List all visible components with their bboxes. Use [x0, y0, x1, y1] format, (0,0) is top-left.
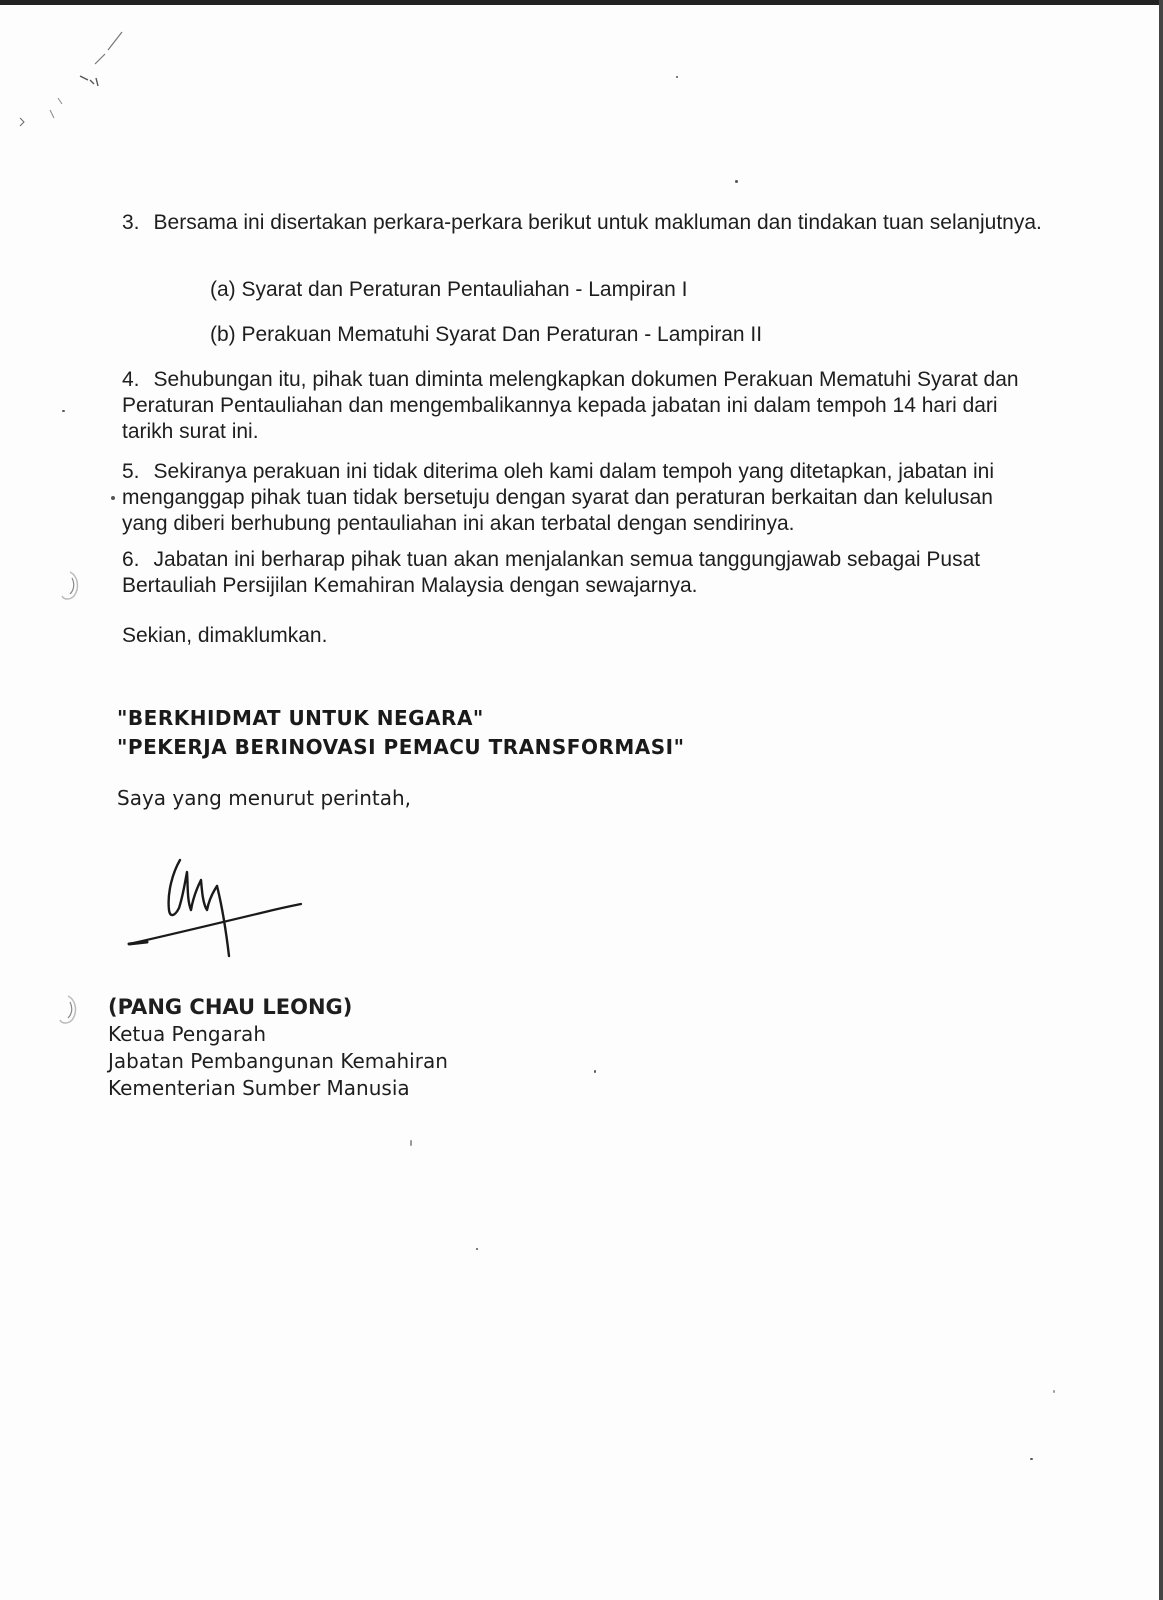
motto-line-1: "BERKHIDMAT UNTUK NEGARA"	[117, 706, 484, 730]
paragraph-text: Sekiranya perakuan ini tidak diterima oleh kami dalam tempoh yang ditetapkan, jabatan ini menganggap pihak tuan tidak bersetuju dengan syarat dan peraturan berkaitan dan kelulusan yang diberi berhubung pentauliahan ini akan terbatal dengan sendirinya.	[122, 460, 995, 535]
paragraph-text: Jabatan ini berharap pihak tuan akan menjalankan semua tanggungjawab sebagai Pusat Bertauliah Persijilan Kemahiran Malaysia dengan sewajarnya.	[122, 548, 981, 597]
scan-speck	[594, 1070, 596, 1073]
scan-edge-top	[0, 0, 1163, 5]
scan-speck	[476, 1248, 478, 1250]
enclosure-b: (b) Perakuan Mematuhi Syarat Dan Peraturan - Lampiran II	[210, 323, 763, 346]
scan-edge-right	[1159, 0, 1163, 1600]
paragraph-3	[122, 210, 1042, 236]
paragraph-number: 3.	[122, 211, 140, 234]
scan-speck	[676, 76, 678, 78]
scan-speck	[735, 180, 738, 183]
signoff-line: Saya yang menurut perintah,	[117, 786, 412, 810]
paragraph-number: 4.	[122, 368, 140, 391]
paragraph-number: 6.	[122, 548, 140, 571]
motto-line-2: "PEKERJA BERINOVASI PEMACU TRANSFORMASI"	[117, 735, 685, 759]
scan-speck	[111, 496, 115, 500]
punch-hole-icon	[52, 568, 82, 602]
scan-marks-icon	[10, 20, 140, 140]
punch-hole-icon	[50, 992, 80, 1026]
signer-name: (PANG CHAU LEONG)	[108, 995, 353, 1019]
paragraph-6	[122, 547, 1042, 599]
scan-speck	[1053, 1390, 1055, 1393]
signer-position: Ketua Pengarah	[108, 1022, 266, 1046]
paragraph-text: Bersama ini disertakan perkara-perkara berikut untuk makluman dan tindakan tuan selanjutnya.	[153, 211, 1042, 234]
paragraph-5	[122, 459, 1042, 537]
scan-speck	[62, 410, 65, 412]
signature-icon	[125, 852, 315, 982]
signer-department: Jabatan Pembangunan Kemahiran	[108, 1049, 448, 1073]
scan-speck	[1030, 1458, 1033, 1460]
scan-speck	[410, 1140, 412, 1146]
paragraph-number: 5.	[122, 460, 140, 483]
signer-ministry: Kementerian Sumber Manusia	[108, 1076, 410, 1100]
paragraph-4	[122, 367, 1042, 445]
enclosure-a: (a) Syarat dan Peraturan Pentauliahan - Lampiran I	[210, 278, 688, 301]
closing-line: Sekian, dimaklumkan.	[122, 624, 328, 647]
paragraph-text: Sehubungan itu, pihak tuan diminta melengkapkan dokumen Perakuan Mematuhi Syarat dan Peraturan Pentauliahan dan mengembalikannya kepada jabatan ini dalam tempoh 14 hari dari tarikh surat ini.	[122, 368, 1019, 443]
